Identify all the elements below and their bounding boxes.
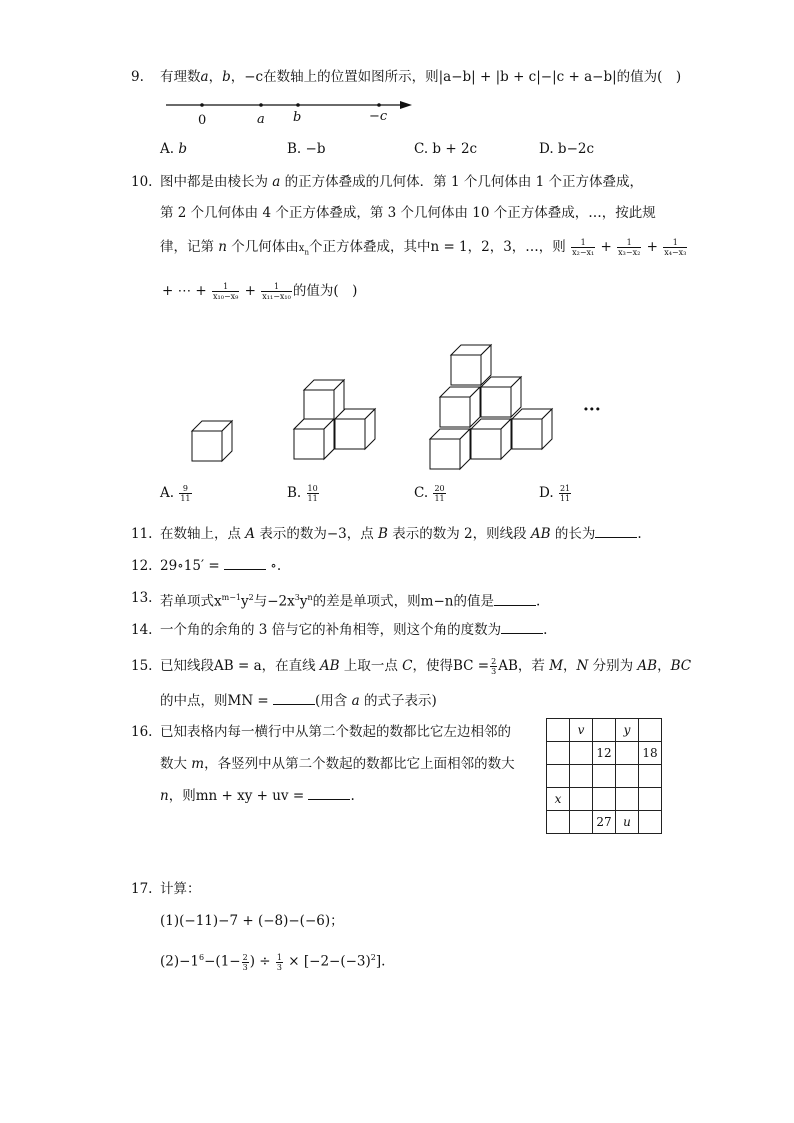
figure-1-cube (192, 421, 232, 461)
q9-option-c[interactable]: C. b + 2c (414, 141, 478, 157)
q16-line2: 数大 m，各竖列中从第二个数起的数都比它上面相邻的数大 (160, 756, 515, 772)
cube-stack-figures (180, 335, 630, 480)
q10-option-b[interactable]: B. $\frac{10}{11}$ (287, 484, 318, 503)
grid-cell (570, 765, 593, 788)
grid-cell: 18 (639, 742, 662, 765)
q9-option-d[interactable]: D. b−2c (539, 141, 595, 157)
q9-option-a[interactable]: A. b (160, 141, 187, 157)
grid-cell (616, 765, 639, 788)
q10-number: 10. (131, 174, 153, 190)
answer-blank[interactable] (308, 786, 350, 800)
grid-cell (593, 788, 616, 811)
point-a (259, 103, 263, 107)
grid-cell (570, 742, 593, 765)
axis-label-b: b (293, 110, 302, 125)
q10-option-c[interactable]: C. $\frac{20}{11}$ (414, 484, 445, 503)
q10-option-a[interactable]: A. $\frac{9}{11}$ (160, 484, 191, 503)
grid-cell: y (616, 719, 639, 742)
frac-term-10: $\frac{1}{\text{x₁₀−x₉}}$ (213, 282, 239, 301)
q15-number: 15. (131, 658, 153, 674)
q10-line1: 图中都是由棱长为 a 的正方体叠成的几何体．第 1 个几何体由 1 个正方体叠成， (160, 174, 643, 190)
q16-number: 16. (131, 724, 153, 740)
q15-line1: 已知线段AB = a，在直线 AB 上取一点 C，使得BC = $\frac{2}{3}$ AB，若 M，N 分别为 AB，BC (160, 657, 692, 676)
frac-term-3: $\frac{1}{\text{x₄−x₃}}$ (664, 238, 687, 257)
q17-title: 计算： (160, 881, 201, 897)
figure-3-cubes (430, 345, 552, 469)
grid-cell (547, 719, 570, 742)
point-b (296, 103, 300, 107)
grid-cell (570, 788, 593, 811)
frac-term-11: $\frac{1}{\text{x₁₁−x₁₀}}$ (262, 282, 291, 301)
grid-cell (639, 811, 662, 834)
q10-line4: + ⋯ + $\frac{1}{\text{x₁₀−x₉}}$ + $\frac{1}{\text{x₁₁−x₁₀}}$ 的值为( ) (162, 282, 358, 301)
answer-blank[interactable] (273, 691, 315, 705)
grid-cell: x (547, 788, 570, 811)
table-row (547, 765, 662, 788)
grid-cell (547, 765, 570, 788)
grid-cell: 12 (593, 742, 616, 765)
grid-cell (639, 765, 662, 788)
q10-option-d[interactable]: D. $\frac{21}{11}$ (539, 484, 571, 503)
answer-blank[interactable] (501, 620, 543, 634)
q14-stem: 一个角的余角的 3 倍与它的补角相等，则这个角的度数为 . (160, 622, 548, 638)
q15-line2: 的中点，则MN = (用含 a 的式子表示) (160, 693, 437, 709)
axis-label-a: a (257, 112, 265, 127)
answer-blank[interactable] (595, 524, 637, 538)
frac-two-thirds: $\frac{2}{3}$ (242, 952, 248, 972)
q11-number: 11. (131, 526, 153, 542)
q10-line3: 律，记第 n 个几何体由$x_n$个正方体叠成，其中n = 1，2，3，…，则 $\frac{1}{\text{x₂−x₁}}$ + $\frac{1}{\text{x₃−x₂}}$ + $\frac{1}{\text{x₄−x₃}}$ (160, 238, 687, 257)
grid-cell (616, 742, 639, 765)
q10-line2: 第 2 个几何体由 4 个正方体叠成，第 3 个几何体由 10 个正方体叠成，…，按此规 (160, 205, 656, 221)
frac-term-1: $\frac{1}{\text{x₂−x₁}}$ (572, 238, 595, 257)
grid-cell (593, 765, 616, 788)
q9-stem: 有理数a，b，−c在数轴上的位置如图所示，则|a−b| + |b + c|−|c + a−b|的值为( ) (160, 69, 682, 85)
number-line-arrow (400, 101, 412, 109)
number-grid-table (546, 718, 662, 834)
table-row (547, 811, 662, 834)
q11-stem: 在数轴上，点 A 表示的数为−3，点 B 表示的数为 2，则线段 AB 的长为 . (160, 526, 642, 542)
q16-line1: 已知表格内每一横行中从第二个数起的数都比它左边相邻的 (160, 724, 511, 740)
grid-cell (639, 788, 662, 811)
axis-label-neg-c: −c (369, 109, 388, 124)
q17-number: 17. (131, 881, 153, 897)
q12-number: 12. (131, 558, 153, 574)
q12-stem: 29∘15′ = ∘. (160, 558, 282, 574)
axis-label-zero: 0 (198, 113, 207, 128)
table-row (547, 742, 662, 765)
q13-number: 13. (131, 590, 153, 606)
point-neg-c (377, 103, 381, 107)
grid-cell (593, 719, 616, 742)
frac-term-2: $\frac{1}{\text{x₃−x₂}}$ (618, 238, 641, 257)
grid-cell (570, 811, 593, 834)
q13-stem: 若单项式$x^{m-1}y^2$与$-2x^3y^n$的差是单项式，则m−n的值是 . (160, 593, 541, 610)
q17-part2: $(2)-1^6-(1-$ $\frac{2}{3}$ ) ÷ $\frac{1}{3}$ × $[-2-(-3)^2]$. (160, 952, 386, 972)
grid-cell (616, 788, 639, 811)
table-row (547, 719, 662, 742)
frac-one-third: $\frac{1}{3}$ (276, 952, 282, 972)
grid-cell (639, 719, 662, 742)
answer-blank[interactable] (224, 556, 266, 570)
answer-blank[interactable] (494, 592, 536, 606)
q17-part1: (1)(−11)−7 + (−8)−(−6)； (160, 913, 344, 929)
grid-cell: u (616, 811, 639, 834)
q14-number: 14. (131, 622, 153, 638)
grid-cell (547, 811, 570, 834)
grid-cell: v (570, 719, 593, 742)
figure-2-cubes (294, 380, 375, 459)
q9-number: 9. (131, 69, 144, 85)
figures-ellipsis: ··· (583, 400, 601, 420)
q9-option-b[interactable]: B. −b (287, 141, 326, 157)
point-zero (200, 103, 204, 107)
table-row (547, 788, 662, 811)
grid-cell (547, 742, 570, 765)
q16-line3: n，则mn + xy + uv = . (160, 788, 355, 804)
frac-two-thirds: $\frac{2}{3}$ (491, 657, 497, 676)
grid-cell: 27 (593, 811, 616, 834)
